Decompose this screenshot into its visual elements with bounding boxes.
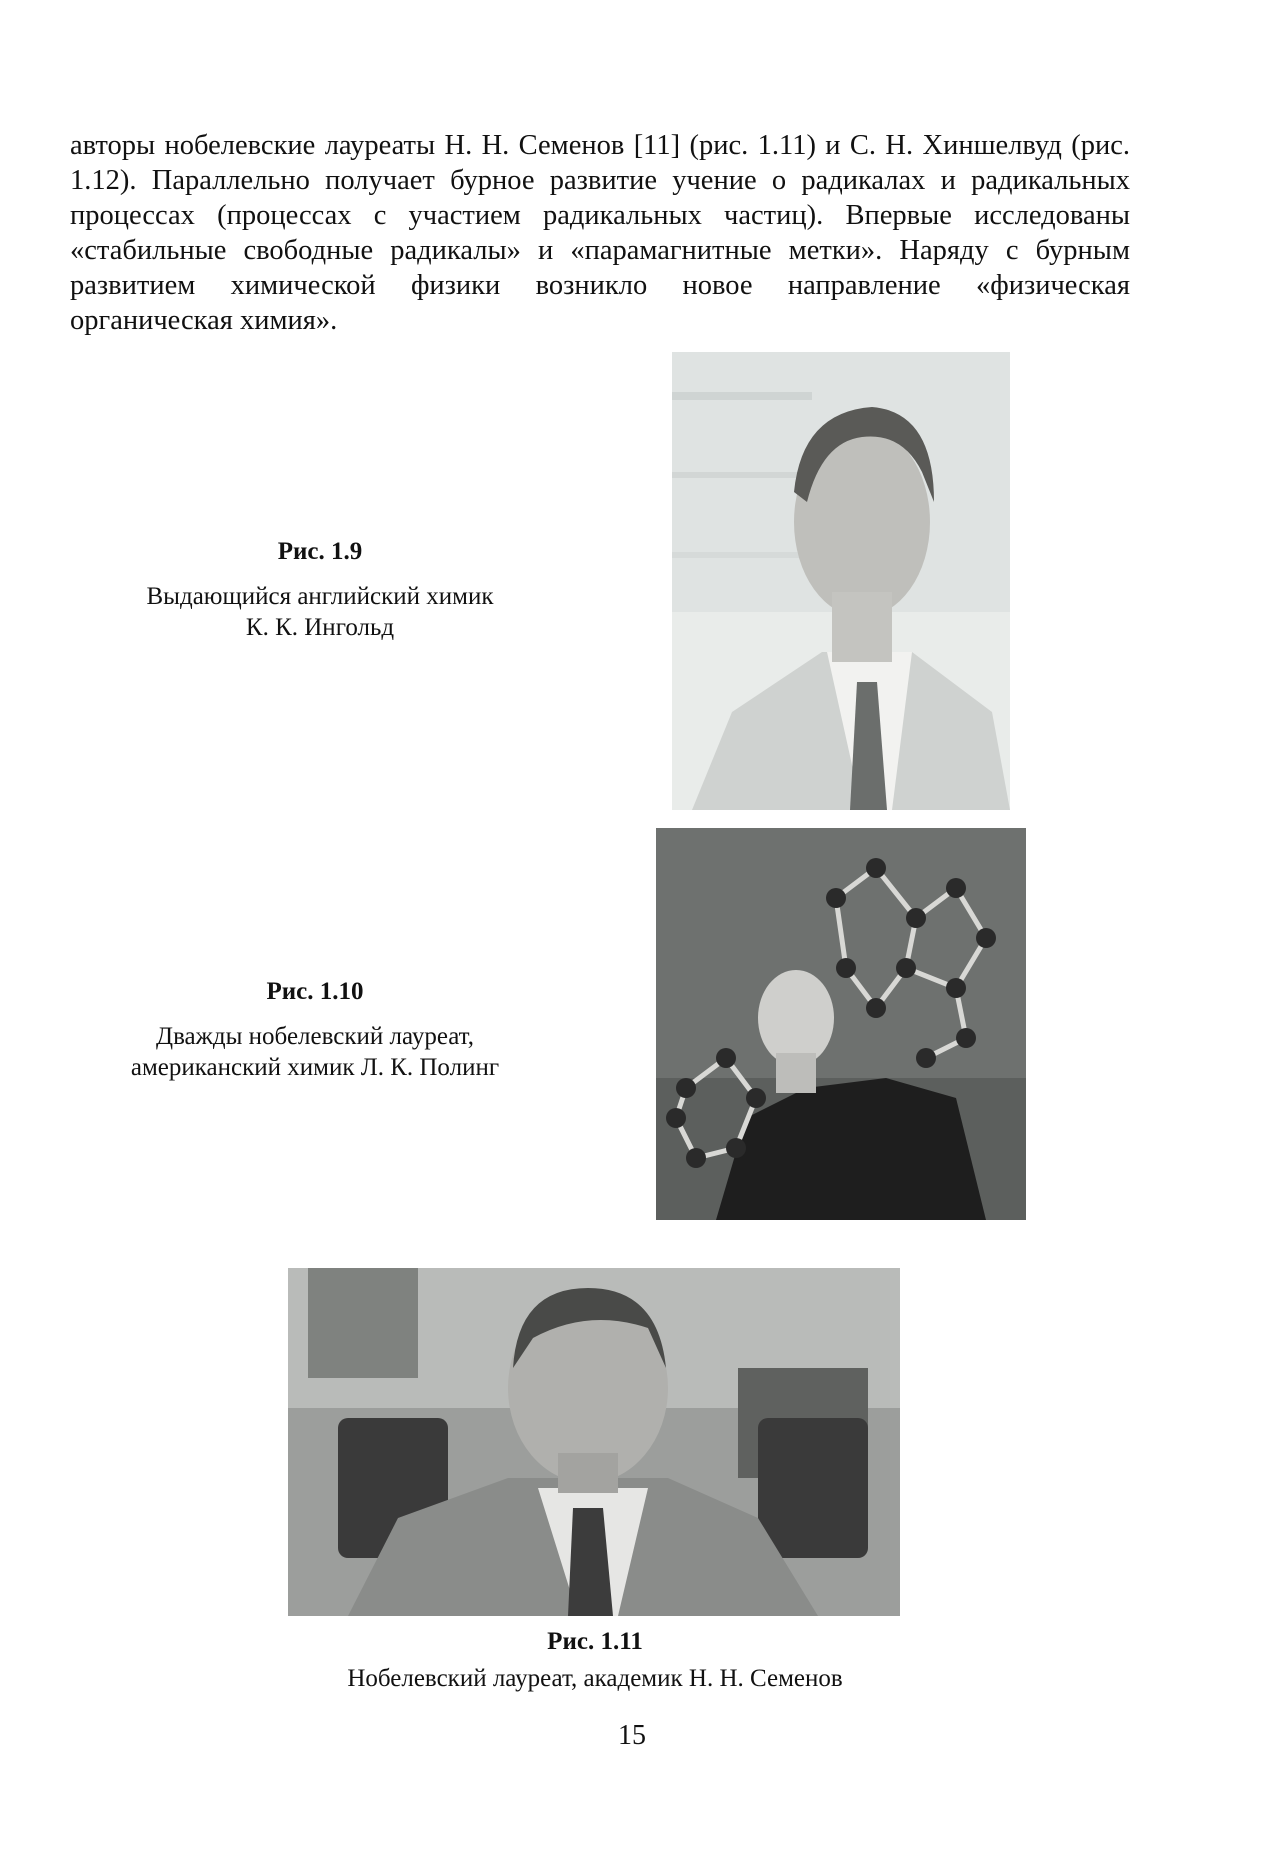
caption-text: К. К. Ингольд: [245, 614, 395, 641]
caption-text: Дважды нобелевский лауреат,: [156, 1023, 474, 1050]
caption-text: американский химик Л. К. Полинг: [130, 1054, 500, 1081]
caption-text: Выдающийся английский химик: [146, 583, 494, 610]
photo-semenov: [288, 1268, 900, 1616]
caption-fig-1-11: [250, 1626, 940, 1694]
figure-label: Рис. 1.10: [266, 978, 364, 1005]
caption-fig-1-10: [100, 976, 530, 1083]
body-paragraph: авторы нобелевские лауреаты Н. Н. Семенов [11] (рис. 1.11) и С. Н. Хиншелвуд (рис. 1.12). Параллельно получает бурное развитие учение о радикалах и радикальных процессах (процессах с участием радикальных частиц). Впервые исследованы «стабильные свободные радикалы» и «парамагнитные метки». Наряду с бурным развитием химической физики возникло новое направление «физическая органическая химия».: [70, 130, 1130, 336]
caption-text: Нобелевский лауреат, академик Н. Н. Семенов: [347, 1665, 843, 1692]
photo-pauling: [656, 828, 1026, 1220]
page-number: 15: [618, 1720, 646, 1751]
photo-ingold: [672, 352, 1010, 810]
caption-fig-1-9: [110, 536, 530, 643]
figure-label: Рис. 1.9: [277, 538, 363, 565]
figure-label: Рис. 1.11: [547, 1628, 643, 1655]
